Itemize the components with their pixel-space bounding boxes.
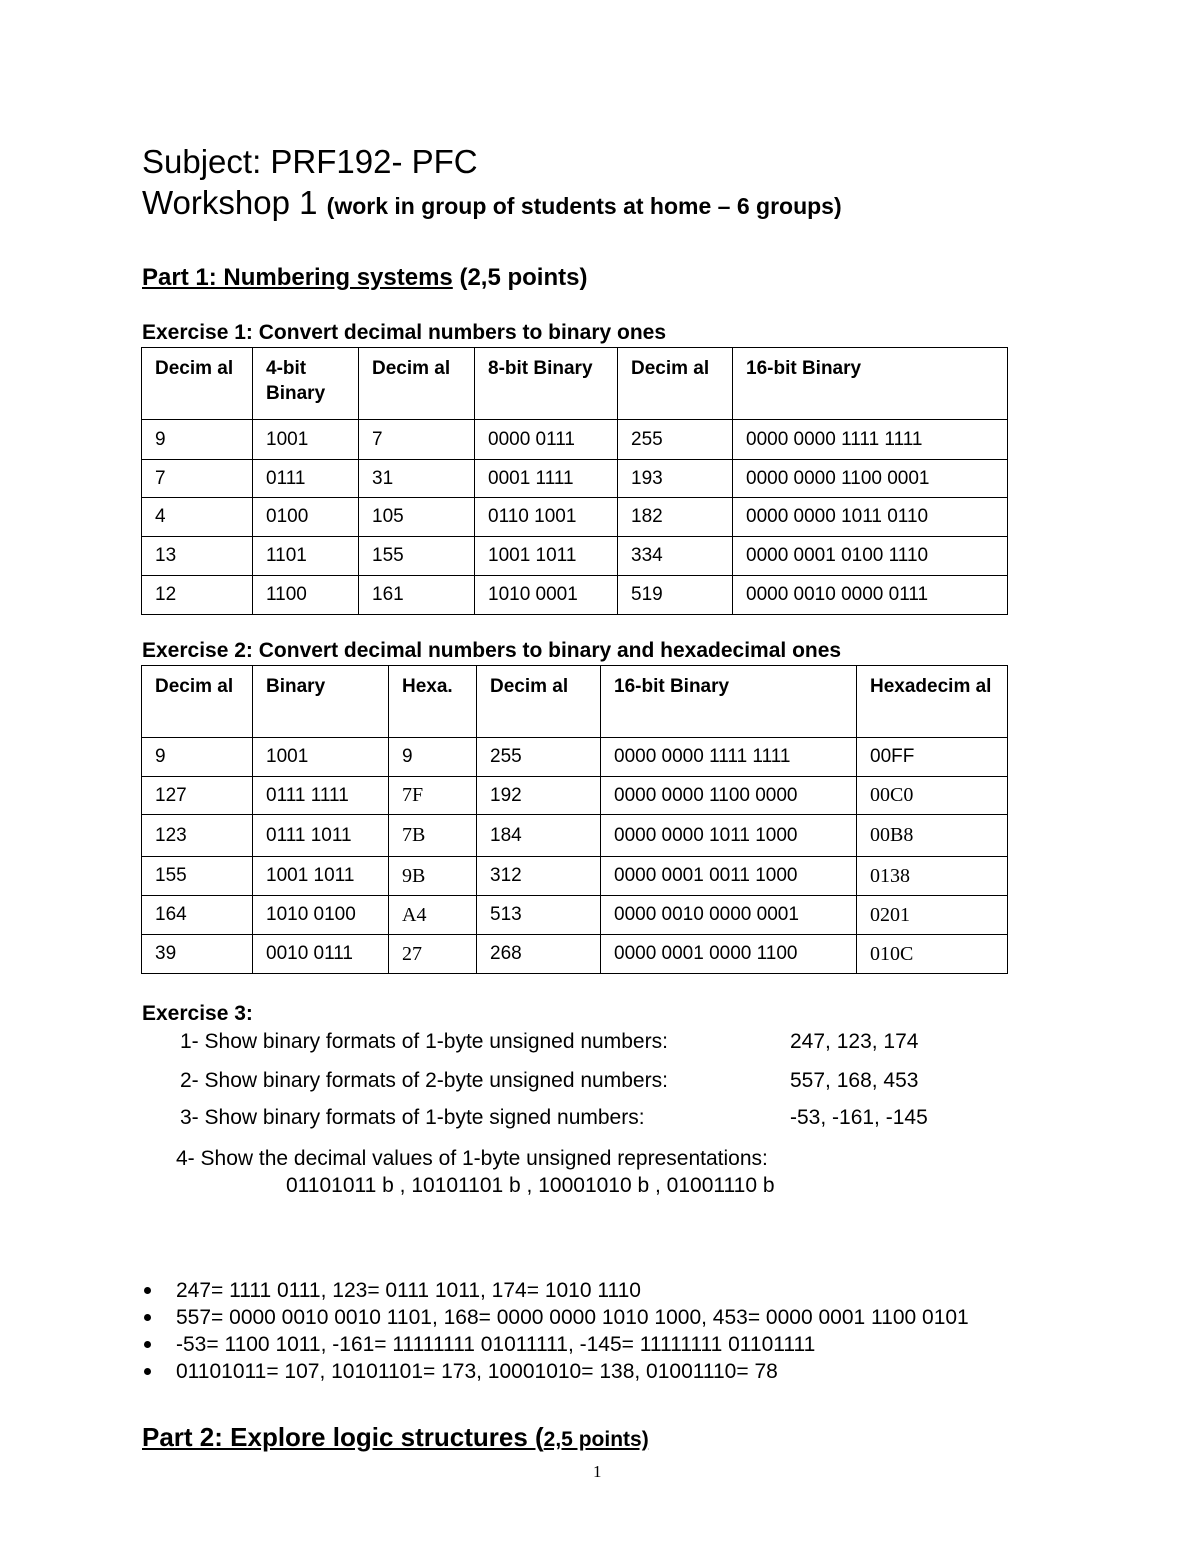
part2-title: Part 2: Explore logic structures ( (142, 1422, 544, 1452)
table-cell: 255 (618, 420, 733, 460)
table-row (142, 420, 1008, 460)
column-header: 8-bit Binary (475, 348, 618, 420)
column-header: Hexa. (389, 666, 477, 738)
table-cell: 1001 1011 (253, 857, 389, 896)
exercise2-title: Exercise 2: Convert decimal numbers to binary and hexadecimal ones (142, 639, 842, 662)
question-values: 557, 168, 453 (790, 1069, 919, 1092)
part2-heading (142, 1420, 649, 1457)
table-cell: A4 (389, 896, 477, 935)
exercise3-question-4: 4- Show the decimal values of 1-byte unsigned representations: (176, 1147, 768, 1170)
column-header: Decim al (359, 348, 475, 420)
table-cell: 1001 (253, 738, 389, 777)
table-cell: 0111 (253, 460, 359, 498)
table-cell: 127 (142, 777, 253, 815)
question-values: -53, -161, -145 (790, 1106, 928, 1129)
question-text: 1- Show binary formats of 1-byte unsigned numbers: (180, 1030, 668, 1053)
table-cell: 1010 0001 (475, 576, 618, 615)
table-cell: 12 (142, 576, 253, 615)
table-cell: 0010 0111 (253, 935, 389, 974)
table-cell: 0000 0000 1111 1111 (601, 738, 857, 777)
exercise1-table (141, 347, 1008, 615)
table-cell: 9 (142, 420, 253, 460)
column-header: Binary (253, 666, 389, 738)
table-row (142, 738, 1008, 777)
column-header: Hexadecim al (857, 666, 1008, 738)
exercise3-title: Exercise 3: (142, 1002, 253, 1025)
table-cell: 9B (389, 857, 477, 896)
answers-list (142, 1277, 969, 1385)
table-cell: 9 (389, 738, 477, 777)
column-header: 16-bit Binary (733, 348, 1008, 420)
question-text: 3- Show binary formats of 1-byte signed numbers: (180, 1106, 645, 1129)
table-cell: 7F (389, 777, 477, 815)
table-cell: 00B8 (857, 815, 1008, 857)
table-cell: 39 (142, 935, 253, 974)
table-cell: 123 (142, 815, 253, 857)
table-header-row (142, 348, 1008, 420)
table-cell: 27 (389, 935, 477, 974)
part1-title: Part 1: Numbering systems (142, 264, 453, 291)
part1-heading (142, 262, 587, 294)
table-cell: 312 (477, 857, 601, 896)
table-row (142, 935, 1008, 974)
table-cell: 00FF (857, 738, 1008, 777)
table-cell: 513 (477, 896, 601, 935)
table-row (142, 576, 1008, 615)
question-text: 2- Show binary formats of 2-byte unsigned numbers: (180, 1069, 668, 1092)
table-cell: 182 (618, 498, 733, 537)
table-cell: 0111 1111 (253, 777, 389, 815)
table-cell: 13 (142, 537, 253, 576)
table-row (142, 896, 1008, 935)
exercise3-question-1 (180, 1028, 919, 1056)
table-cell: 334 (618, 537, 733, 576)
table-cell: 1010 0100 (253, 896, 389, 935)
list-item: -53= 1100 1011, -161= 11111111 01011111, -145= 11111111 01101111 (142, 1331, 969, 1358)
table-cell: 0000 0000 1111 1111 (733, 420, 1008, 460)
exercise2-table (141, 665, 1008, 974)
table-cell: 0000 0010 0000 0001 (601, 896, 857, 935)
table-cell: 9 (142, 738, 253, 777)
table-cell: 0111 1011 (253, 815, 389, 857)
table-cell: 1100 (253, 576, 359, 615)
column-header: Decim al (618, 348, 733, 420)
table-cell: 00C0 (857, 777, 1008, 815)
table-cell: 193 (618, 460, 733, 498)
table-cell: 0000 0001 0000 1100 (601, 935, 857, 974)
page-number: 1 (593, 1462, 602, 1481)
table-cell: 7 (359, 420, 475, 460)
table-row (142, 537, 1008, 576)
table-cell: 0000 0010 0000 0111 (733, 576, 1008, 615)
exercise3-question-3 (180, 1104, 928, 1132)
column-header: 4-bit Binary (253, 348, 359, 420)
exercise1-title: Exercise 1: Convert decimal numbers to binary ones (142, 321, 667, 344)
table-cell: 1101 (253, 537, 359, 576)
column-header: Decim al (142, 666, 253, 738)
workshop-heading (142, 183, 842, 226)
table-cell: 519 (618, 576, 733, 615)
question-values: 247, 123, 174 (790, 1030, 919, 1053)
table-cell: 31 (359, 460, 475, 498)
list-item: 01101011= 107, 10101101= 173, 10001010= 138, 01001110= 78 (142, 1358, 969, 1385)
table-cell: 0000 0000 1100 0000 (601, 777, 857, 815)
table-row (142, 460, 1008, 498)
table-cell: 161 (359, 576, 475, 615)
table-cell: 268 (477, 935, 601, 974)
table-row (142, 815, 1008, 857)
table-cell: 0201 (857, 896, 1008, 935)
table-cell: 0000 0111 (475, 420, 618, 460)
table-cell: 7B (389, 815, 477, 857)
list-item: 247= 1111 0111, 123= 0111 1011, 174= 1010 1110 (142, 1277, 969, 1304)
table-cell: 0000 0001 0011 1000 (601, 857, 857, 896)
table-cell: 155 (142, 857, 253, 896)
table-cell: 0000 0000 1011 1000 (601, 815, 857, 857)
table-row (142, 857, 1008, 896)
exercise3-question-2 (180, 1067, 919, 1095)
subject-heading: Subject: PRF192- PFC (142, 143, 478, 180)
table-cell: 192 (477, 777, 601, 815)
column-header: Decim al (142, 348, 253, 420)
list-item: 557= 0000 0010 0010 1101, 168= 0000 0000 1010 1000, 453= 0000 0001 1100 0101 (142, 1304, 969, 1331)
table-cell: 155 (359, 537, 475, 576)
table-cell: 010C (857, 935, 1008, 974)
table-cell: 255 (477, 738, 601, 777)
table-cell: 0001 1111 (475, 460, 618, 498)
exercise3-question-4-values: 01101011 b , 10101101 b , 10001010 b , 01001110 b (286, 1174, 775, 1197)
table-cell: 0000 0000 1011 0110 (733, 498, 1008, 537)
table-cell: 0110 1001 (475, 498, 618, 537)
table-row (142, 498, 1008, 537)
table-cell: 0000 0001 0100 1110 (733, 537, 1008, 576)
table-cell: 1001 1011 (475, 537, 618, 576)
table-cell: 184 (477, 815, 601, 857)
table-cell: 0100 (253, 498, 359, 537)
table-cell: 7 (142, 460, 253, 498)
workshop-title: Workshop 1 (142, 184, 318, 221)
table-cell: 0000 0000 1100 0001 (733, 460, 1008, 498)
workshop-note: (work in group of students at home – 6 groups) (326, 193, 842, 219)
column-header: Decim al (477, 666, 601, 738)
part1-points: (2,5 points) (459, 264, 588, 291)
table-cell: 1001 (253, 420, 359, 460)
part2-points: 2,5 points) (543, 1428, 649, 1451)
table-cell: 0138 (857, 857, 1008, 896)
table-cell: 4 (142, 498, 253, 537)
table-cell: 105 (359, 498, 475, 537)
table-header-row (142, 666, 1008, 738)
table-row (142, 777, 1008, 815)
table-cell: 164 (142, 896, 253, 935)
column-header: 16-bit Binary (601, 666, 857, 738)
